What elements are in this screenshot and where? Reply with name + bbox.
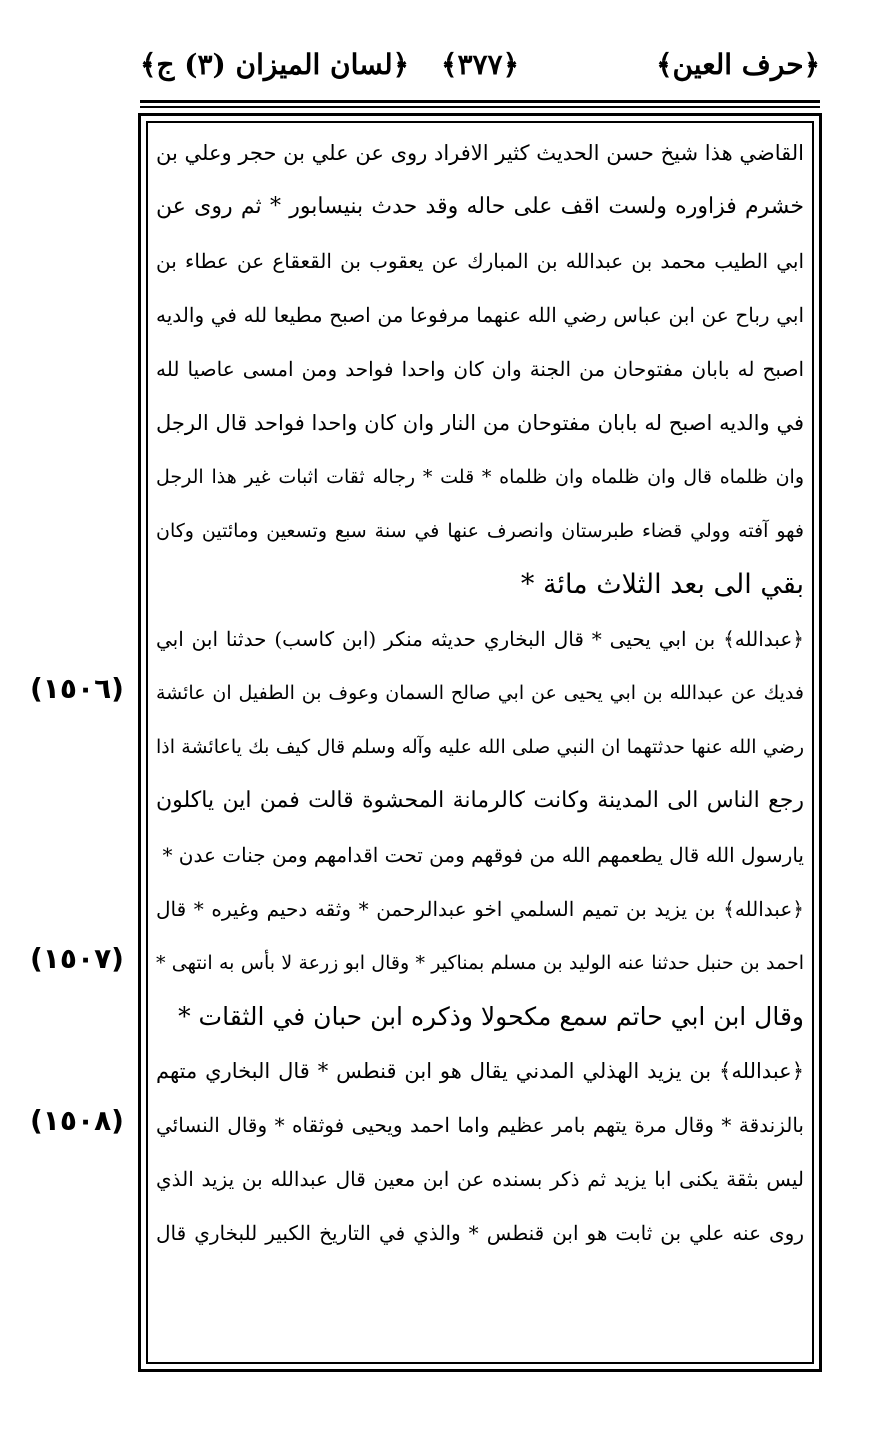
page-number: ﴿٣٧٧﴾ [441, 48, 519, 81]
text-line: اصبح له بابان مفتوحان من الجنة وان كان واحدا فواحد ومن امسى عاصيا لله [156, 357, 804, 381]
text-line: فهو آفته وولي قضاء طبرستان وانصرف عنها في سنة سبع وتسعين ومائتين وكان [156, 520, 804, 542]
text-line: بقي الى بعد الثلاث مائة * [520, 569, 804, 600]
text-line: رجع الناس الى المدينة وكانت كالرمانة المحشوة قالت فمن اين ياكلون [156, 788, 804, 813]
running-header [140, 42, 820, 98]
entry-number: (١٥٠٨) [30, 1104, 124, 1137]
section-title: ﴿حرف العين﴾ [656, 48, 820, 81]
text-line: احمد بن حنبل حدثنا عنه الوليد بن مسلم بمناكير * وقال ابو زرعة لا بأس به انتهى * [156, 952, 804, 974]
text-line: وقال ابن ابي حاتم سمع مكحولا وذكره ابن حبان في الثقات * [178, 1002, 804, 1031]
book-title: ﴿لسان الميزان (٣) ج﴾ [140, 48, 410, 81]
text-line: ليس بثقة يكنى ابا يزيد ثم ذكر بسنده عن ابن معين قال عبدالله بن يزيد الذي [156, 1167, 804, 1191]
text-line: يارسول الله قال يطعمهم الله من فوقهم ومن تحت اقدامهم ومن جنات عدن * [162, 843, 804, 867]
text-line: بالزندقة * وقال مرة يتهم بامر عظيم واما احمد ويحيى فوثقاه * وقال النسائي [156, 1113, 804, 1137]
text-line: فديك عن عبدالله بن ابي يحيى عن ابي صالح السمان وعوف بن الطفيل ان عائشة [156, 682, 804, 704]
header-rule-thin [140, 106, 820, 108]
text-line: روى عنه علي بن ثابت هو ابن قنطس * والذي في التاريخ الكبير للبخاري قال [156, 1221, 804, 1245]
text-line: وان ظلماه قال وان ظلماه وان ظلماه * قلت * رجاله ثقات اثبات غير هذا الرجل [156, 466, 804, 488]
entry-number: (١٥٠٦) [30, 672, 124, 705]
entry-heading-line: ﴿عبدالله﴾ بن يزيد بن تميم السلمي اخو عبدالرحمن * وثقه دحيم وغيره * قال [156, 897, 804, 921]
header-rule [140, 100, 820, 103]
entry-number: (١٥٠٧) [30, 942, 124, 975]
text-line: القاضي هذا شيخ حسن الحديث كثير الافراد روى عن علي بن حجر وعلي بن [156, 141, 804, 165]
text-line: خشرم فزاوره ولست اقف على حاله وقد حدث بنيسابور * ثم روى عن [156, 194, 804, 219]
text-line: رضي الله عنها حدثتهما ان النبي صلى الله عليه وآله وسلم قال كيف بك ياعائشة اذا [156, 736, 804, 758]
text-line: ابي الطيب محمد بن عبدالله بن المبارك عن يعقوب بن القعقاع عن عطاء بن [156, 249, 804, 273]
text-line: ابي رباح عن ابن عباس رضي الله عنهما مرفوعا من اصبح مطيعا لله في والديه [156, 303, 804, 327]
entry-heading-line: ﴿عبدالله﴾ بن يزيد الهذلي المدني يقال هو ابن قنطس * قال البخاري متهم [156, 1059, 804, 1083]
text-line: في والديه اصبح له بابان مفتوحان من النار وان كان واحدا فواحد قال الرجل [156, 411, 804, 435]
entry-heading-line: ﴿عبدالله﴾ بن ابي يحيى * قال البخاري حديثه منكر (ابن كاسب) حدثنا ابن ابي [156, 627, 804, 651]
